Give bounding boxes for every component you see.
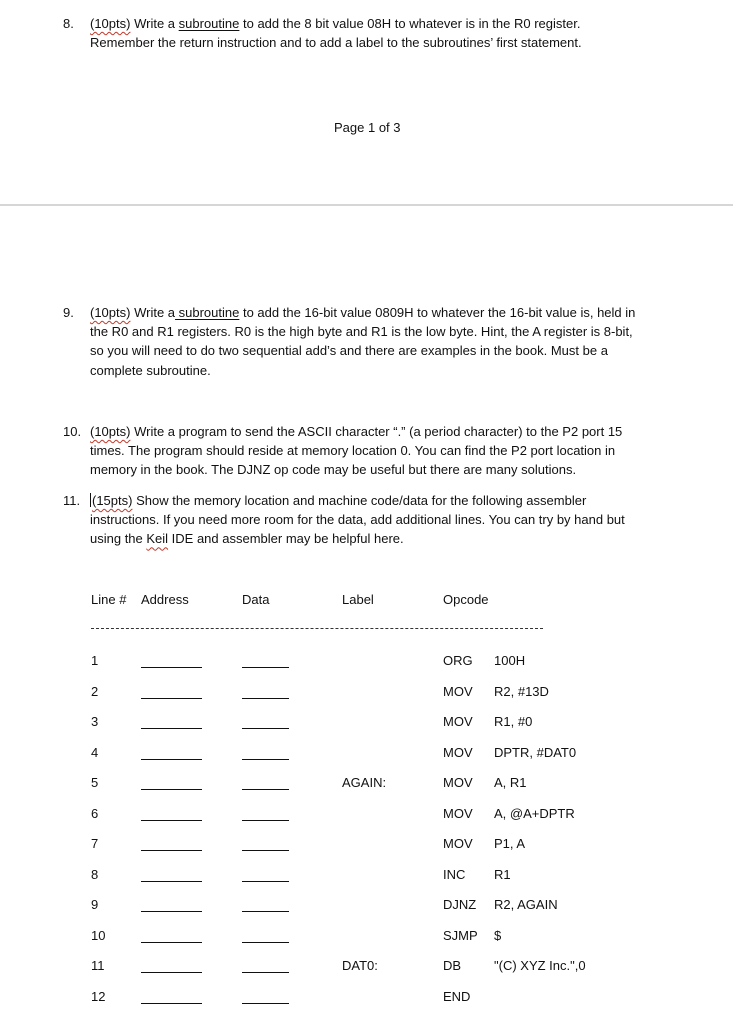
row-mnemonic: END [443, 989, 471, 1004]
header-address: Address [141, 592, 189, 607]
question-10-line-3: memory in the book. The DJNZ op code may be useful but there are many solutions. [90, 462, 577, 478]
row-line-number: 2 [91, 684, 99, 699]
address-blank[interactable] [141, 881, 202, 882]
data-blank[interactable] [242, 850, 289, 851]
question-8 [63, 14, 703, 52]
text-cursor [90, 493, 91, 507]
address-blank[interactable] [141, 759, 202, 760]
question-11-line-1: (15pts) Show the memory location and machine code/data for the following assembler [92, 493, 587, 508]
data-blank[interactable] [242, 942, 289, 943]
row-line-number: 11 [91, 958, 105, 973]
data-blank[interactable] [242, 1003, 289, 1004]
row-operand: R2, AGAIN [494, 897, 558, 912]
data-blank[interactable] [242, 667, 289, 668]
subroutine-link[interactable]: subroutine [175, 305, 240, 320]
question-number: 9. [63, 305, 74, 320]
row-line-number: 3 [91, 714, 99, 729]
address-blank[interactable] [141, 667, 202, 668]
row-line-number: 12 [91, 989, 106, 1004]
row-mnemonic: DJNZ [443, 897, 477, 912]
row-operand: 100H [494, 653, 526, 668]
address-blank[interactable] [141, 850, 202, 851]
address-blank[interactable] [141, 911, 202, 912]
points-label: (15pts) [92, 493, 133, 508]
points-label: (10pts) [90, 305, 131, 320]
row-line-number: 5 [91, 775, 99, 790]
row-mnemonic: MOV [443, 775, 473, 790]
row-mnemonic: MOV [443, 806, 473, 821]
page-number: Page 1 of 3 [334, 120, 401, 135]
address-blank[interactable] [141, 972, 202, 973]
row-line-number: 4 [91, 745, 99, 760]
data-blank[interactable] [242, 820, 289, 821]
row-mnemonic: DB [443, 958, 462, 973]
address-blank[interactable] [141, 1003, 202, 1004]
question-number: 8. [63, 16, 74, 31]
address-blank[interactable] [141, 728, 202, 729]
header-data: Data [242, 592, 270, 607]
address-blank[interactable] [141, 789, 202, 790]
question-9-line-1: (10pts) Write a subroutine to add the 16-bit value 0809H to whatever the 16-bit value is, held in [90, 305, 636, 320]
address-blank[interactable] [141, 698, 202, 699]
row-label: DAT0: [342, 958, 378, 973]
row-operand: A, @A+DPTR [494, 806, 575, 821]
row-operand: "(C) XYZ Inc.",0 [494, 958, 586, 973]
row-label: AGAIN: [342, 775, 387, 790]
question-8-line-1: (10pts) Write a subroutine to add the 8 bit value 08H to whatever is in the R0 register. [90, 16, 581, 31]
row-line-number: 6 [91, 806, 99, 821]
row-mnemonic: ORG [443, 653, 473, 668]
question-10-line-1: (10pts) Write a program to send the ASCII character “.” (a period character) to the P2 port 15 [90, 424, 623, 439]
row-line-number: 8 [91, 867, 99, 882]
question-11 [63, 491, 703, 549]
question-9-line-3: so you will need to do two sequential add’s and there are examples in the book. Must be a [90, 343, 608, 359]
question-11-line-2: instructions. If you need more room for the data, add additional lines. You can try by hand but [90, 512, 625, 528]
row-operand: R1, #0 [494, 714, 533, 729]
data-blank[interactable] [242, 789, 289, 790]
row-mnemonic: SJMP [443, 928, 478, 943]
row-mnemonic: MOV [443, 714, 473, 729]
row-operand: R2, #13D [494, 684, 549, 699]
question-number: 10. [63, 424, 82, 439]
data-blank[interactable] [242, 972, 289, 973]
question-11-line-3: using the Keil IDE and assembler may be helpful here. [90, 531, 404, 547]
subroutine-link[interactable]: subroutine [178, 16, 240, 31]
row-mnemonic: INC [443, 867, 466, 882]
row-operand: $ [494, 928, 502, 943]
data-blank[interactable] [242, 698, 289, 699]
row-operand: DPTR, #DAT0 [494, 745, 577, 760]
row-mnemonic: MOV [443, 836, 473, 851]
row-mnemonic: MOV [443, 684, 473, 699]
row-mnemonic: MOV [443, 745, 473, 760]
data-blank[interactable] [242, 881, 289, 882]
points-label: (10pts) [90, 16, 131, 31]
row-line-number: 9 [91, 897, 99, 912]
question-10 [63, 422, 703, 480]
address-blank[interactable] [141, 942, 202, 943]
row-line-number: 1 [91, 653, 99, 668]
points-label: (10pts) [90, 424, 131, 439]
question-9-line-2: the R0 and R1 registers. R0 is the high byte and R1 is the low byte. Hint, the A register is 8-bit, [90, 324, 633, 340]
question-8-line-2: Remember the return instruction and to add a label to the subroutines’ first statement. [90, 35, 582, 51]
header-opcode: Opcode [443, 592, 489, 607]
data-blank[interactable] [242, 728, 289, 729]
keil-word: Keil [146, 531, 169, 547]
question-9 [63, 303, 703, 380]
header-line-number: Line # [91, 592, 127, 607]
row-operand: A, R1 [494, 775, 527, 790]
data-blank[interactable] [242, 911, 289, 912]
row-line-number: 7 [91, 836, 99, 851]
row-line-number: 10 [91, 928, 106, 943]
question-10-line-2: times. The program should reside at memory location 0. You can find the P2 port location in [90, 443, 616, 459]
question-number: 11. [63, 493, 81, 508]
header-label: Label [342, 592, 374, 607]
page-divider [0, 204, 733, 206]
row-operand: P1, A [494, 836, 526, 851]
question-9-line-4: complete subroutine. [90, 362, 211, 378]
row-operand: R1 [494, 867, 511, 882]
header-dashed-separator [91, 628, 543, 629]
data-blank[interactable] [242, 759, 289, 760]
address-blank[interactable] [141, 820, 202, 821]
